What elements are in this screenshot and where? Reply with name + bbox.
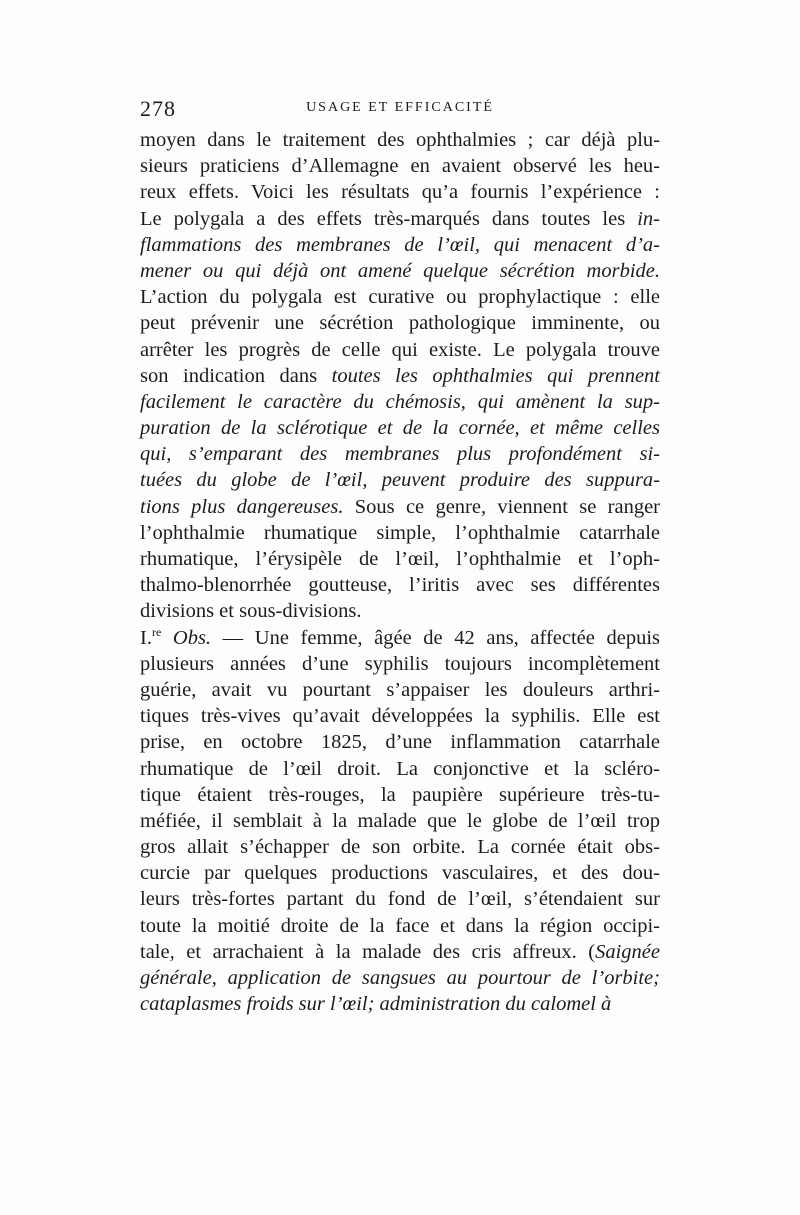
text-line [140, 782, 660, 808]
text-run: plusieurs années d’une syphilis toujours incomplètement [140, 652, 660, 675]
italic-run: tuées du globe de l’œil, peuvent produire des suppura- [140, 469, 660, 492]
text-line [140, 546, 660, 572]
text-line [140, 677, 660, 703]
running-head: USAGE ET EFFICACITÉ [306, 100, 494, 115]
text-line [140, 860, 660, 886]
text-line [140, 625, 660, 651]
superscript: re [151, 624, 162, 639]
text-line [140, 127, 660, 153]
text-line [140, 363, 660, 389]
text-line [140, 179, 660, 205]
body-text [140, 127, 660, 1017]
text-line [140, 337, 660, 363]
text-run: prise, en octobre 1825, d’une inflammation catarrhale [140, 731, 660, 754]
text-run: méfiée, il semblait à la malade que le globe de l’œil trop [140, 809, 660, 832]
text-run: — Une femme, âgée de 42 ans, affectée depuis [211, 626, 660, 649]
text-run: l’ophthalmie rhumatique simple, l’ophthalmie catarrhale [140, 521, 660, 544]
text-run: divisions et sous-divisions. [140, 600, 362, 623]
text-line [140, 913, 660, 939]
text-line [140, 258, 660, 284]
text-run: guérie, avait vu pourtant s’appaiser les douleurs arthri- [140, 678, 660, 701]
text-run: tique étaient très-rouges, la paupière supérieure très-tu- [140, 783, 660, 806]
text-run: tale, et arrachaient à la malade des cris affreux. ( [140, 940, 596, 963]
text-run: L’action du polygala est curative ou prophylactique : elle [140, 286, 660, 309]
text-line [140, 965, 660, 991]
text-line [140, 206, 660, 232]
text-line [140, 153, 660, 179]
italic-run: in- [637, 207, 660, 230]
text-line [140, 651, 660, 677]
italic-run: mener ou qui déjà ont amené quelque sécrétion morbide. [140, 259, 660, 282]
italic-run: Saignée [595, 940, 660, 963]
text-line [140, 729, 660, 755]
text-line [140, 939, 660, 965]
page-number: 278 [140, 96, 176, 121]
text-run: reux effets. Voici les résultats qu’a fournis l’expérience : [140, 181, 660, 204]
italic-run: facilement le caractère du chémosis, qui amènent la sup- [140, 390, 660, 413]
text-run: sieurs praticiens d’Allemagne en avaient observé les heu- [140, 155, 660, 178]
text-run: Sous ce genre, viennent se ranger [343, 495, 660, 518]
text-line [140, 991, 660, 1017]
text-line [140, 467, 660, 493]
text-run: peut prévenir une sécrétion pathologique imminente, ou [140, 312, 660, 335]
italic-run: qui, s’emparant des membranes plus profondément si- [140, 443, 660, 466]
text-run: rhumatique de l’œil droit. La conjonctive et la scléro- [140, 757, 660, 780]
text-line [140, 441, 660, 467]
text-line [140, 808, 660, 834]
page-header [140, 96, 660, 124]
text-run: I. [140, 626, 152, 649]
text-line [140, 703, 660, 729]
text-line [140, 598, 660, 624]
text-line [140, 494, 660, 520]
text-line [140, 886, 660, 912]
text-run: moyen dans le traitement des ophthalmies ; car déjà plu- [140, 129, 660, 151]
italic-run: tions plus dangereuses. [140, 495, 344, 518]
text-line [140, 520, 660, 546]
italic-run: toutes les ophthalmies qui prennent [331, 364, 660, 387]
italic-run: Obs. [172, 626, 212, 649]
text-run: son indication dans [140, 364, 332, 387]
text-line [140, 756, 660, 782]
italic-run: flammations des membranes de l’œil, qui menacent d’a- [140, 233, 660, 256]
text-run: toute la moitié droite de la face et dans la région occipi- [140, 914, 660, 937]
text-line [140, 232, 660, 258]
italic-run: générale, application de sangsues au pourtour de l’orbite; [140, 967, 660, 989]
italic-run: puration de la sclérotique et de la cornée, et même celles [140, 417, 660, 440]
italic-run: cataplasmes froids sur l’œil; administration du calomel à [140, 993, 612, 1016]
text-line [140, 389, 660, 415]
text-run: tiques très-vives qu’avait développées la syphilis. Elle est [140, 705, 660, 728]
text-run [161, 627, 173, 649]
text-line [140, 834, 660, 860]
text-line [140, 284, 660, 310]
text-line [140, 310, 660, 336]
text-run: curcie par quelques productions vasculaires, et des dou- [140, 862, 660, 885]
text-run: rhumatique, l’érysipèle de l’œil, l’ophthalmie et l’oph- [140, 548, 660, 570]
text-run: thalmo-blenorrhée goutteuse, l’iritis avec ses différentes [140, 574, 660, 597]
text-line [140, 572, 660, 598]
text-line [140, 415, 660, 441]
text-run: Le polygala a des effets très-marqués dans toutes les [140, 207, 638, 230]
text-run: leurs très-fortes partant du fond de l’œil, s’étendaient sur [140, 888, 660, 911]
text-run: gros allait s’échapper de son orbite. La cornée était obs- [140, 836, 660, 859]
text-run: arrêter les progrès de celle qui existe. Le polygala trouve [140, 338, 660, 361]
